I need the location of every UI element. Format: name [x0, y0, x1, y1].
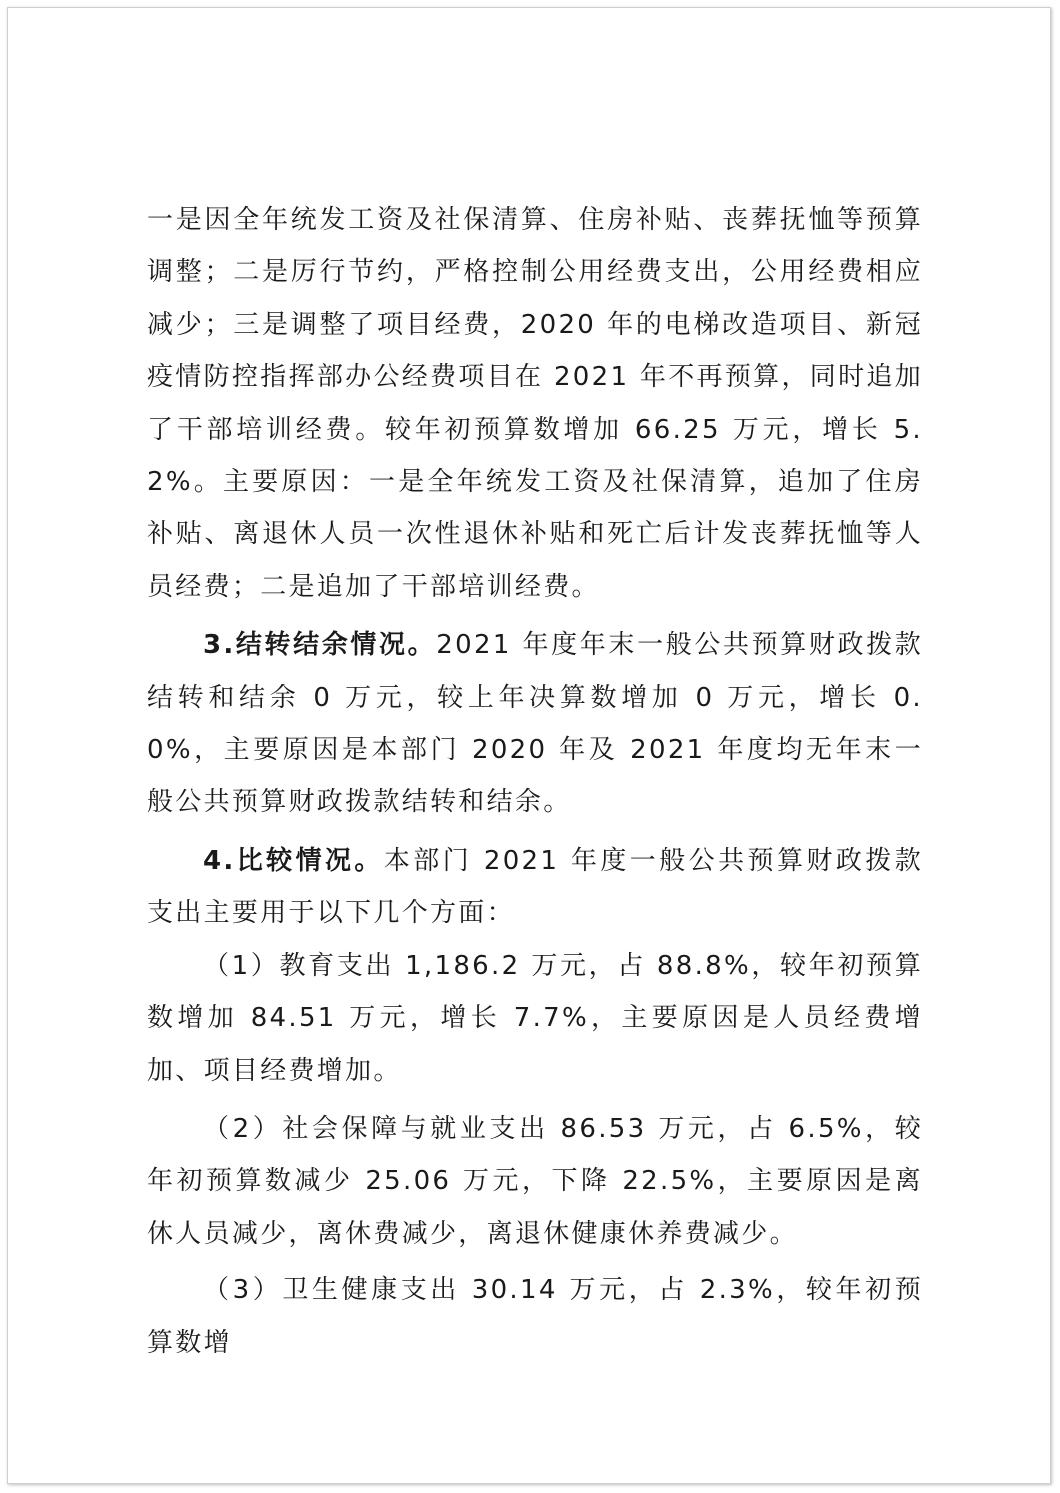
section-heading-comparison: 4.比较情况。 — [203, 845, 384, 876]
paragraph-budget-reasons: 一是因全年统发工资及社保清算、住房补贴、丧葬抚恤等预算调整；二是厉行节约，严格控制公用经费支出，公用经费相应减少；三是调整了项目经费，2020 年的电梯改造项目、新冠疫情防控指挥部办公经费项目在 2021 年不再预算，同时追加了干部培训经费。较年初预算数增加 66.25 万元，增长 5.2%。主要原因：一是全年统发工资及社保清算，追加了住房补贴、离退休人员一次性退休补贴和死亡后计发丧葬抚恤等人员经费；二是追加了干部培训经费。 — [147, 205, 923, 602]
paragraph-carryover-body: 2021 年度年末一般公共预算财政拨款结转和结余 0 万元，较上年决算数增加 0 万元，增长 0.0%，主要原因是本部门 2020 年及 2021 年度均无年末一般公共预算财政拨款结转和结余。 — [147, 630, 924, 818]
paragraph-social-security-expense: （2）社会保障与就业支出 86.53 万元，占 6.5%，较年初预算数减少 25.06 万元，下降 22.5%，主要原因是离休人员减少，离休费减少，离退休健康休养费减少。 — [147, 1113, 923, 1249]
paragraph-comparison-body: 本部门 2021 年度一般公共预算财政拨款支出主要用于以下几个方面： — [147, 845, 923, 929]
paragraph-health-expense: （3）卫生健康支出 30.14 万元，占 2.3%，较年初预算数增 — [147, 1275, 923, 1358]
section-heading-carryover: 3.结转结余情况。 — [203, 630, 437, 661]
paragraph-education-expense: （1）教育支出 1,186.2 万元，占 88.8%，较年初预算数增加 84.51 万元，增长 7.7%，主要原因是人员经费增加、项目经费增加。 — [147, 950, 923, 1086]
paragraph-carryover — [147, 619, 923, 829]
document-body — [147, 194, 923, 1369]
paragraph-comparison — [147, 835, 923, 940]
